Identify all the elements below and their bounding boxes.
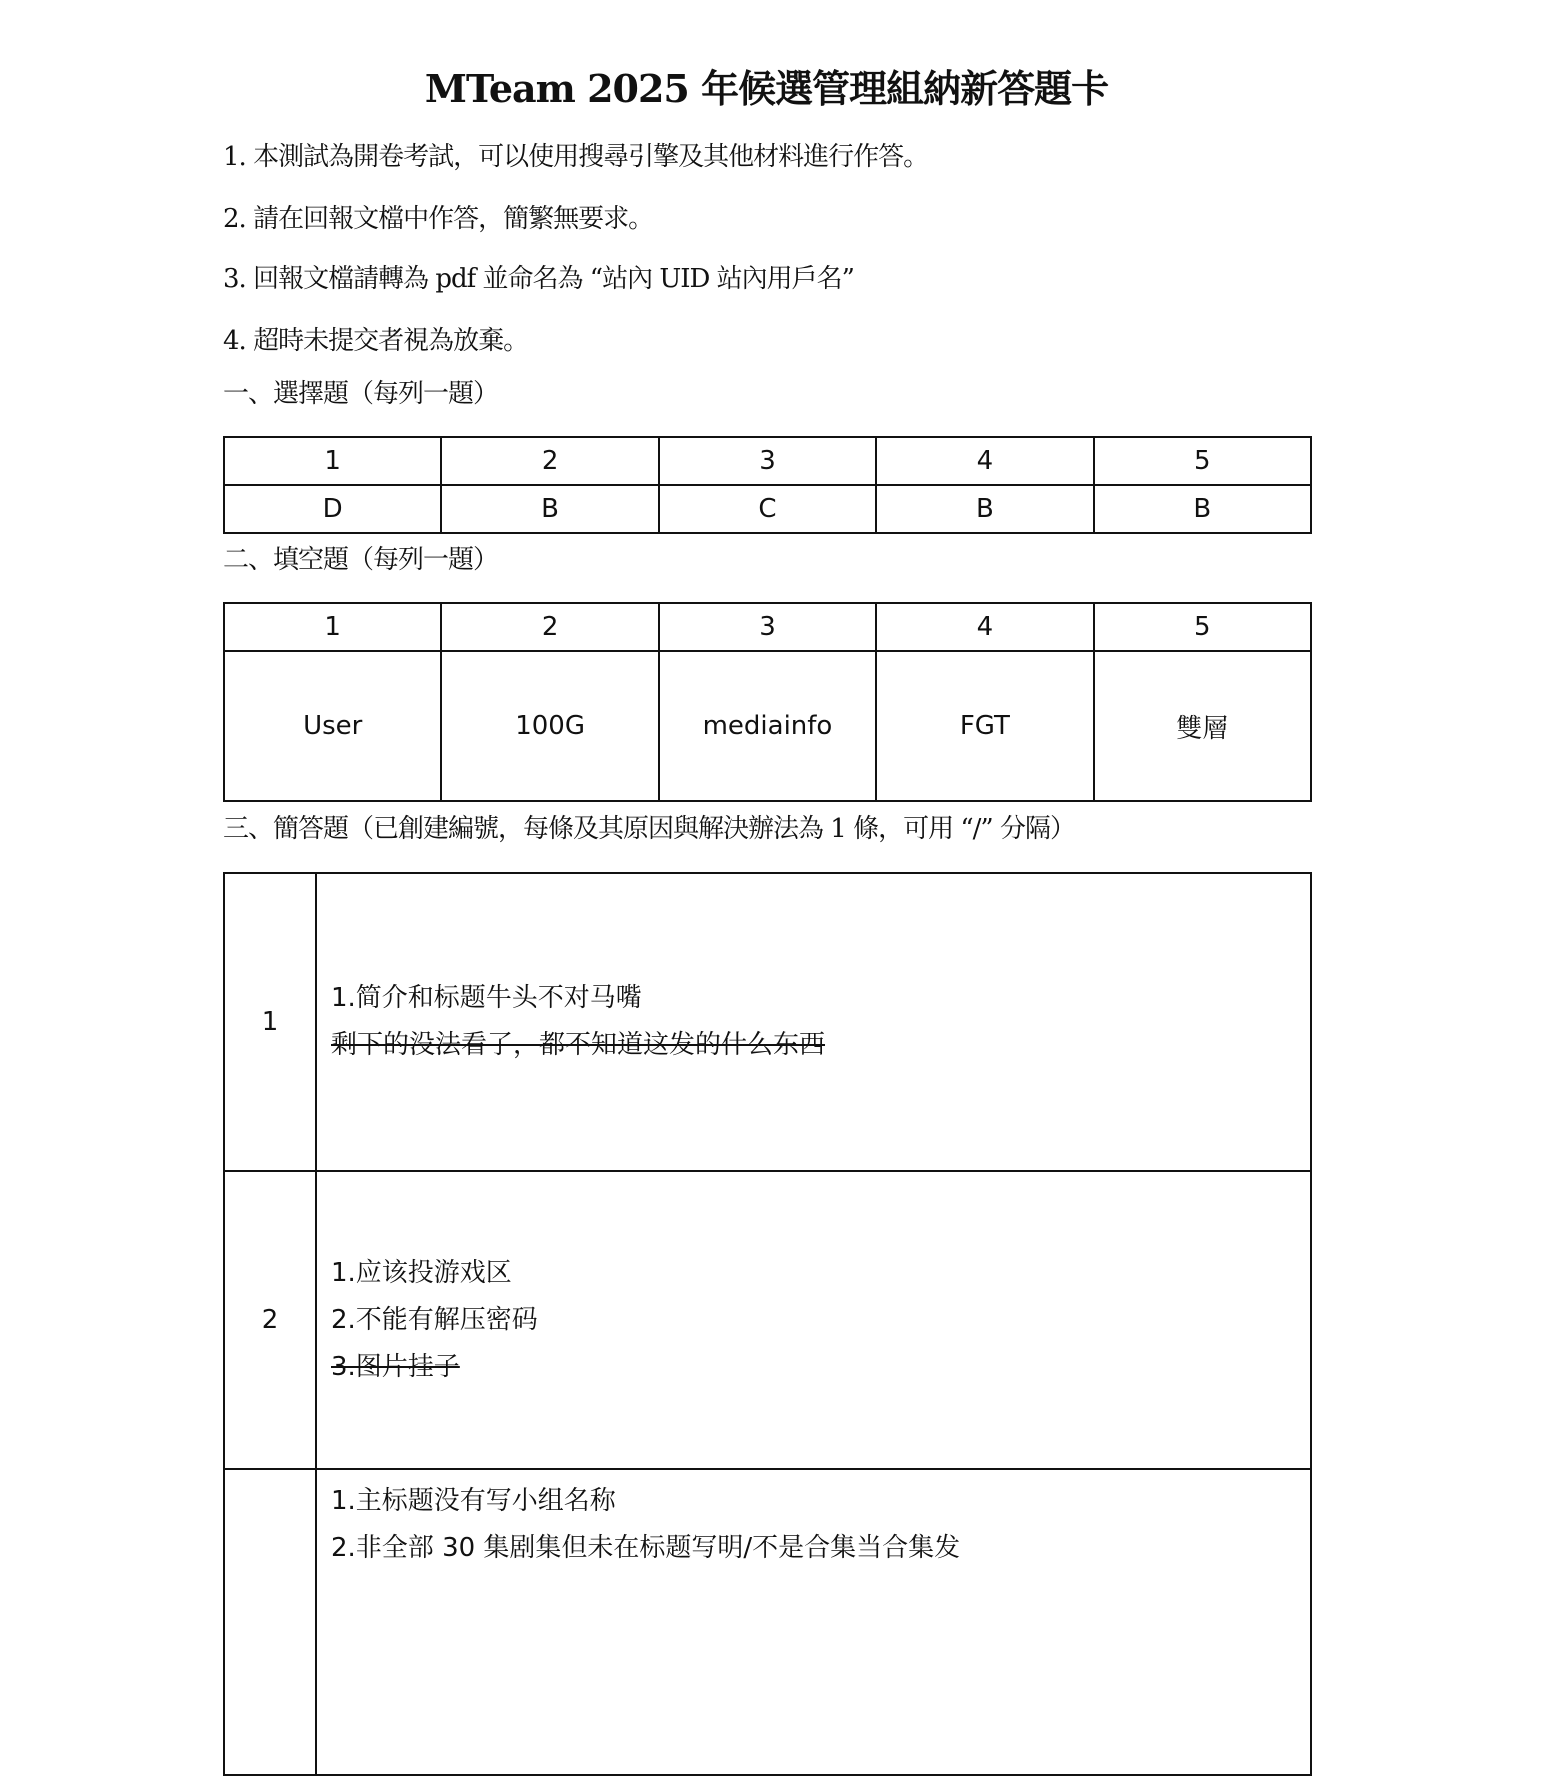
fill-number: 4 <box>876 603 1093 651</box>
answer-line: 2.不能有解压密码 <box>331 1304 538 1335</box>
choice-number: 4 <box>876 437 1093 485</box>
choice-table <box>223 436 1312 534</box>
instruction-4: 4. 超時未提交者視為放棄。 <box>223 326 529 356</box>
section3-heading: 三、簡答題（已創建編號，每條及其原因與解決辦法為 1 條，可用 “/” 分隔） <box>223 814 1075 844</box>
answer-cell <box>316 873 1311 1171</box>
fill-answer: 雙層 <box>1094 651 1311 801</box>
answer-cell <box>316 1469 1311 1775</box>
short-answer-row <box>224 1469 1311 1775</box>
choice-number: 2 <box>441 437 658 485</box>
section2-heading: 二、填空題（每列一題） <box>223 545 499 575</box>
answer-line: 1.应该投游戏区 <box>331 1257 512 1288</box>
fill-answer: FGT <box>876 651 1093 801</box>
question-number <box>224 1469 316 1775</box>
short-answer-row <box>224 1171 1311 1469</box>
fill-answer: 100G <box>441 651 658 801</box>
fill-table <box>223 602 1312 802</box>
section1-heading: 一、選擇題（每列一題） <box>223 379 499 409</box>
fill-number: 1 <box>224 603 441 651</box>
choice-answer: B <box>876 485 1093 533</box>
choice-answer: C <box>659 485 876 533</box>
answer-cell <box>316 1171 1311 1469</box>
fill-answer: mediainfo <box>659 651 876 801</box>
answer-line: 1.主标题没有写小组名称 <box>331 1486 616 1516</box>
choice-number: 1 <box>224 437 441 485</box>
document-title: MTeam 2025 年候選管理組納新答題卡 <box>424 66 1109 111</box>
fill-number: 3 <box>659 603 876 651</box>
instruction-1: 1. 本測試為開卷考試，可以使用搜尋引擎及其他材料進行作答。 <box>223 142 929 172</box>
short-answer-table <box>223 872 1312 1776</box>
choice-answer: D <box>224 485 441 533</box>
short-answer-row <box>224 873 1311 1171</box>
struck-answer-line: 剩下的没法看了，都不知道这发的什么东西 <box>331 1030 826 1060</box>
choice-answer: B <box>1094 485 1311 533</box>
struck-answer-line: 3.图片挂子 <box>331 1351 460 1382</box>
choice-number: 5 <box>1094 437 1311 485</box>
fill-answer: User <box>224 651 441 801</box>
instruction-3: 3. 回報文檔請轉為 pdf 並命名為 “站內 UID 站內用戶名” <box>223 264 854 294</box>
choice-answer: B <box>441 485 658 533</box>
fill-number: 2 <box>441 603 658 651</box>
answer-line: 2.非全部 30 集剧集但未在标题写明/不是合集当合集发 <box>331 1533 961 1563</box>
question-number: 1 <box>224 873 316 1171</box>
fill-number: 5 <box>1094 603 1311 651</box>
answer-line: 1.简介和标题牛头不对马嘴 <box>331 983 642 1013</box>
choice-number: 3 <box>659 437 876 485</box>
instruction-2: 2. 請在回報文檔中作答，簡繁無要求。 <box>223 204 654 234</box>
question-number: 2 <box>224 1171 316 1469</box>
